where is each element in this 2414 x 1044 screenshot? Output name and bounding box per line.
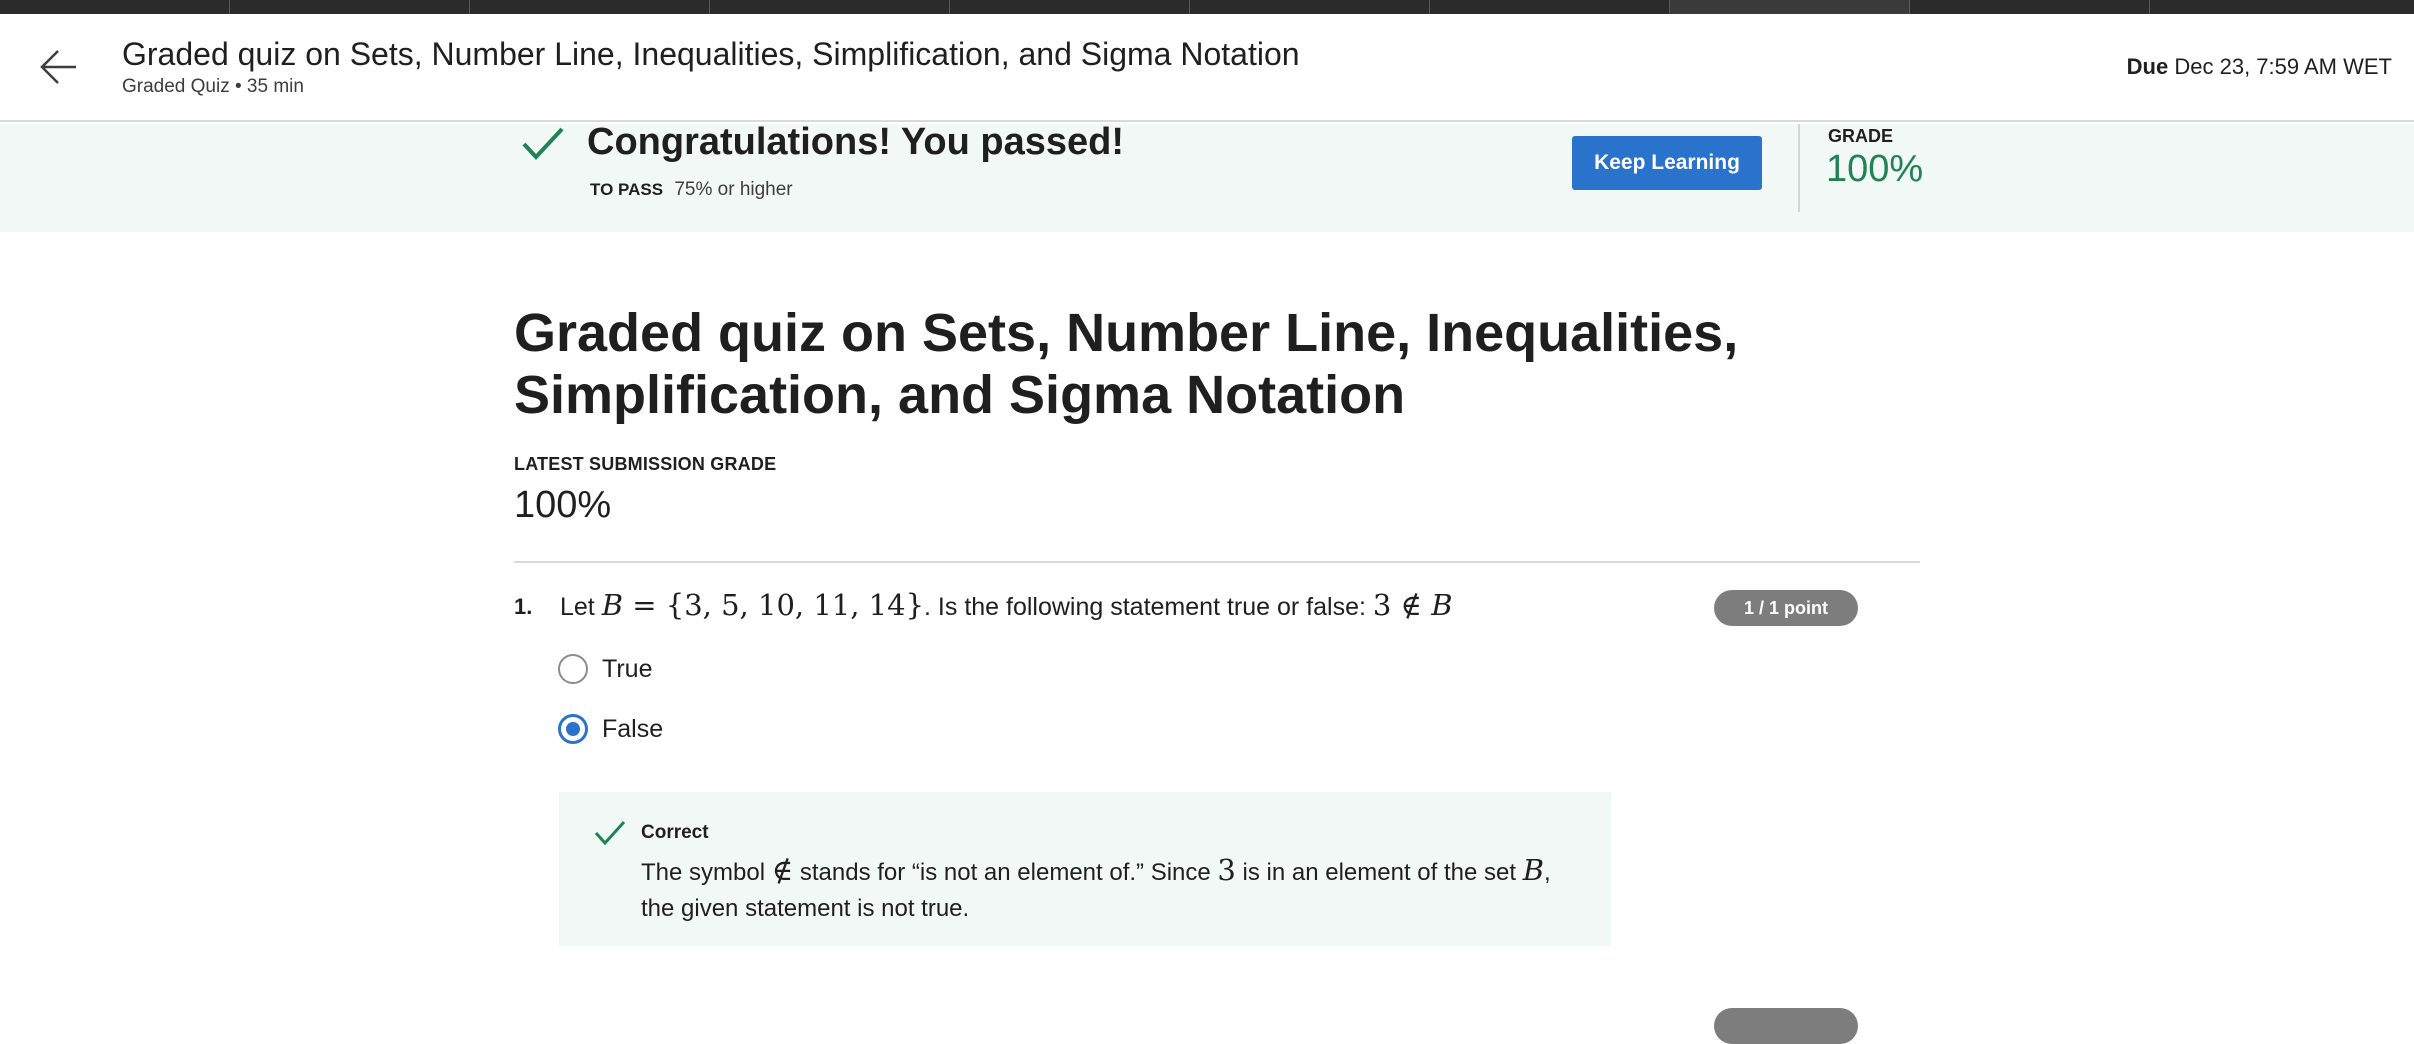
feedback-part: The symbol (641, 859, 772, 886)
statement-operator: ∉ (1391, 588, 1432, 622)
statement-variable: B (1431, 588, 1453, 622)
back-button[interactable] (36, 44, 82, 90)
to-pass-info (590, 179, 793, 201)
question-prefix: Let (560, 593, 595, 621)
question-number: 1. (514, 594, 533, 619)
feedback-part: , the given statement is not true. (641, 859, 1551, 922)
divider (514, 561, 1920, 563)
browser-tab-strip (0, 0, 2414, 14)
feedback-text (641, 852, 1581, 927)
quiz-header (0, 14, 2414, 122)
option-label: False (602, 714, 664, 743)
option-false[interactable] (558, 712, 663, 746)
feedback-symbol: ∉ (771, 853, 794, 887)
radio-true[interactable] (558, 654, 588, 684)
feedback-part: is in an element of the set (1235, 859, 1523, 886)
due-label: Due (2126, 54, 2169, 79)
pass-banner (0, 121, 2414, 232)
to-pass-value: 75% or higher (674, 179, 793, 200)
set-definition: = {3, 5, 10, 11, 14} (623, 588, 925, 622)
statement-number: 3 (1372, 588, 1392, 622)
set-variable: B (601, 588, 624, 622)
question-middle: . Is the following statement true or false: (924, 593, 1373, 621)
check-icon (520, 124, 566, 164)
feedback-number: 3 (1217, 853, 1236, 887)
grade-value: 100% (1826, 148, 1924, 190)
question-text (560, 588, 1453, 622)
header-title: Graded quiz on Sets, Number Line, Inequalities, Simplification, and Sigma Notation (122, 36, 1300, 72)
grade-label: GRADE (1828, 126, 1894, 146)
keep-learning-button[interactable]: Keep Learning (1572, 136, 1762, 190)
feedback-box (559, 792, 1611, 946)
banner-divider (1798, 124, 1800, 212)
feedback-part: stands for “is not an element of.” Since (793, 859, 1218, 886)
due-date (2127, 54, 2392, 80)
next-points-badge (1714, 1008, 1858, 1044)
points-badge: 1 / 1 point (1714, 590, 1858, 626)
latest-submission-grade: 100% (514, 484, 612, 526)
latest-submission-label: LATEST SUBMISSION GRADE (514, 454, 777, 474)
arrow-left-icon (36, 44, 82, 90)
to-pass-label: TO PASS (590, 180, 664, 199)
option-true[interactable] (558, 652, 652, 686)
page-title: Graded quiz on Sets, Number Line, Inequalities, Simplification, and Sigma Notation (514, 303, 1739, 425)
header-subtitle: Graded Quiz • 35 min (122, 76, 304, 97)
due-value: Dec 23, 7:59 AM WET (2174, 54, 2392, 79)
feedback-variable: B (1522, 853, 1544, 887)
check-icon (593, 818, 627, 848)
radio-false[interactable] (558, 714, 588, 744)
feedback-title: Correct (641, 822, 709, 843)
option-label: True (602, 654, 653, 683)
banner-title: Congratulations! You passed! (587, 121, 1124, 163)
